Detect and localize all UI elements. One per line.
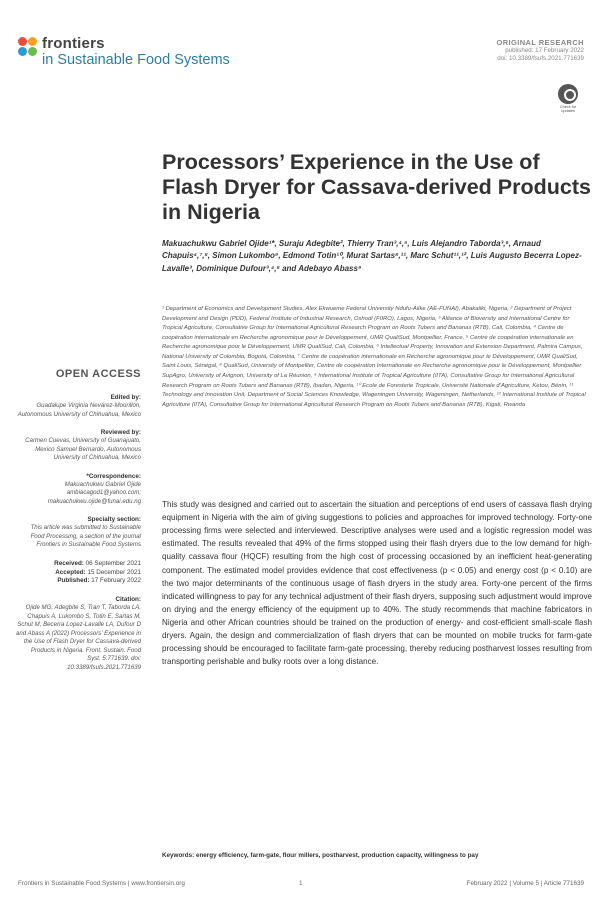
edited-by bbox=[16, 394, 141, 419]
citation bbox=[16, 596, 141, 672]
journal-name: in Sustainable Food Systems bbox=[42, 52, 230, 68]
correspondence bbox=[16, 473, 141, 507]
edited-by-heading: Edited by: bbox=[110, 394, 141, 401]
correspondence-emails[interactable]: Makuachukwu Gabriel Ojide ambiacagod1@yahoo.com; makuachukwu.ojide@funai.edu.ng bbox=[47, 480, 141, 505]
published-date-sidebar: Published: 17 February 2022 bbox=[57, 577, 141, 585]
check-for-updates-badge[interactable] bbox=[556, 84, 580, 114]
footer-journal[interactable]: Frontiers in Sustainable Food Systems | www.frontiersin.org bbox=[18, 880, 185, 887]
abstract: This study was designed and carried out to ascertain the situation and perceptions of end users of cassava flash drying equipment in Nigeria with the aim of giving suggestions to policies and approaches for improved technology. Forty-one processing firms were selected and interviewed. Descriptive analyses were used and a logistic regression model was estimated. The results revealed that 49% of the firms stopped using their flash dryers due to the low demand for high-quality cassava flour (HQCF) resulting from the high cost of processing occasioned by an inefficient heat-generating component. The estimated model provides evidence that cost effectiveness (p < 0.05) and energy cost (p < 0.10) are the two major determinants of the continuous usage of flash dryers in the study area. Forty-one percent of the firms indicated willingness to pay for any technical adjustment of their flash dryers, supposing such adjustment would improve on drying and the energy efficiency of the equipment up to 40%. The study recommends that machine fabricators in Nigeria and other African countries should be trained on the production of energy- and cost-efficient small-scale flash dryers. Again, the design and commercialization of flash dryers that can be mounted on mobile trucks for farm-gate processing should be encouraged to facilitate farm-gate processing, thereby reducing postharvest losses resulting from transporting perishable and bulky roots over a long distance. bbox=[162, 500, 592, 667]
affiliations: ¹ Department of Economics and Development Studies, Alex Ekwueme Federal University Ndufu-Alike (AE-FUNAI), Abakaliki, Nigeria, ² Department of Project Development and Design (PDD), Federal Institute of Industrial Research, Oshodi (FIIRO), Lagos, Nigeria, ³ Alliance of Bioversity and International Centre for Tropical Agriculture, Consultative Group for International Agricultural Research Program on Roots Tubers and Bananas (RTB), Cali, Colombia, ⁴ Centre de coopération internationale en Recherche agronomique pour le Développement, UMR QualiSud, Montpellier, France, ⁵ Centre de coopération internationale en Recherche agronomique pour le Développement, UMR QualiSud, Cali, Colombia, ⁶ Intellectual Property, Innovation and Extension Department, Palmira Campus, National University of Colombia, Bogotá, Colombia, ⁷ Centre de coopération internationale en Recherche agronomique pour le Développement, UMR QualiSud, Saint Louis, Sénégal, ⁸ QualiSud, University of Montpellier, Centre de coopération Internationale en Recherche agronomique pour le Développement, Montpellier SupAgro, University of Avignon, University of La Réunion, ⁹ International Institute of Tropical Agriculture (IITA), Consultative Group for International Agricultural Research Program on Roots Tubers and Bananas (RTB), Ibadan, Nigeria, ¹⁰ Ecole de Foresterie Tropicale, Université Nationale d’Agriculture, Ketou, Bénin, ¹¹ Technology and Innovation Unit, Department of Social Sciences Knowledge, Wageningen University, Wageningen, Netherlands, ¹² International Institute of Tropical Agriculture (IITA), Consultative Group for International Agricultural Research Program on Roots Tubers and Bananas (RTB), Kigali, Rwanda bbox=[162, 306, 586, 408]
specialty-heading: Specialty section: bbox=[87, 516, 141, 524]
page-number: 1 bbox=[299, 880, 303, 887]
article-meta bbox=[496, 38, 584, 64]
citation-text: Ojide MG, Adegbite S, Tran T, Taborda LA, Chapuis A, Lukombo S, Totin E, Sartas M, Schut M, Becerra Lopez-Lavalle LA, Dufour D and Abass A (2022) Processors’ Experience in the Use of Flash Dryer for Cassava-derived Products in Nigeria. Front. Sustain. Food Syst. 5:771639. doi: 10.3389/fsufs.2021.771639 bbox=[16, 604, 141, 671]
brand-name: frontiers bbox=[42, 35, 105, 52]
received-date: Received: 06 September 2021 bbox=[54, 559, 141, 567]
published-date: published: 17 February 2022 bbox=[505, 47, 584, 54]
doi-link[interactable]: doi: 10.3389/fsufs.2021.771639 bbox=[497, 55, 584, 63]
frontiers-logo[interactable] bbox=[18, 36, 230, 68]
citation-heading: Citation: bbox=[115, 596, 141, 604]
reviewed-by bbox=[16, 429, 141, 463]
reviewed-by-heading: Reviewed by: bbox=[100, 429, 141, 437]
author-list: Makuachukwu Gabriel Ojide¹*, Suraju Adegbite², Thierry Tran³,⁴,⁵, Luis Alejandro Taborda³,⁶, Arnaud Chapuis⁴,⁷,⁸, Simon Lukombo⁹, Edmond Totin¹⁰, Murat Sartas⁸,¹¹, Marc Schut¹¹,¹², Luis Augusto Becerra Lopez-Lavalle³, Dominique Dufour³,⁴,⁸ and Adebayo Abass⁹ bbox=[162, 239, 582, 273]
open-access-label: OPEN ACCESS bbox=[55, 368, 141, 380]
specialty-section bbox=[16, 516, 141, 550]
specialty-text: This article was submitted to Sustainable Food Processing, a section of the journal Frontiers in Sustainable Food Systems bbox=[30, 524, 141, 549]
keywords: Keywords: energy efficiency, farm-gate, flour millers, postharvest, production capacity, willingness to pay bbox=[162, 852, 479, 859]
check-updates-icon bbox=[558, 84, 578, 104]
article-sidebar bbox=[16, 368, 141, 683]
editor-name: Guadalupe Virginia Nevárez-Moorillón, Autonomous University of Chihuahua, Mexico bbox=[17, 402, 141, 418]
check-updates-label: Check for updates bbox=[559, 105, 577, 114]
article-dates bbox=[16, 560, 141, 586]
article-title: Processors’ Experience in the Use of Flash Dryer for Cassava-derived Products in Nigeria bbox=[162, 150, 591, 225]
reviewer-names: Carmen Cuevas, University of Guanajuato, Mexico Samuel Bernardo, Autonomous University of Chihuahua, Mexico bbox=[25, 437, 141, 462]
correspondence-heading: *Correspondence: bbox=[86, 472, 141, 480]
frontiers-logo-icon bbox=[18, 37, 38, 57]
accepted-date: Accepted: 15 December 2021 bbox=[55, 568, 141, 576]
footer-issue: February 2022 | Volume 5 | Article 771639 bbox=[466, 880, 584, 887]
article-type: ORIGINAL RESEARCH bbox=[496, 38, 584, 47]
